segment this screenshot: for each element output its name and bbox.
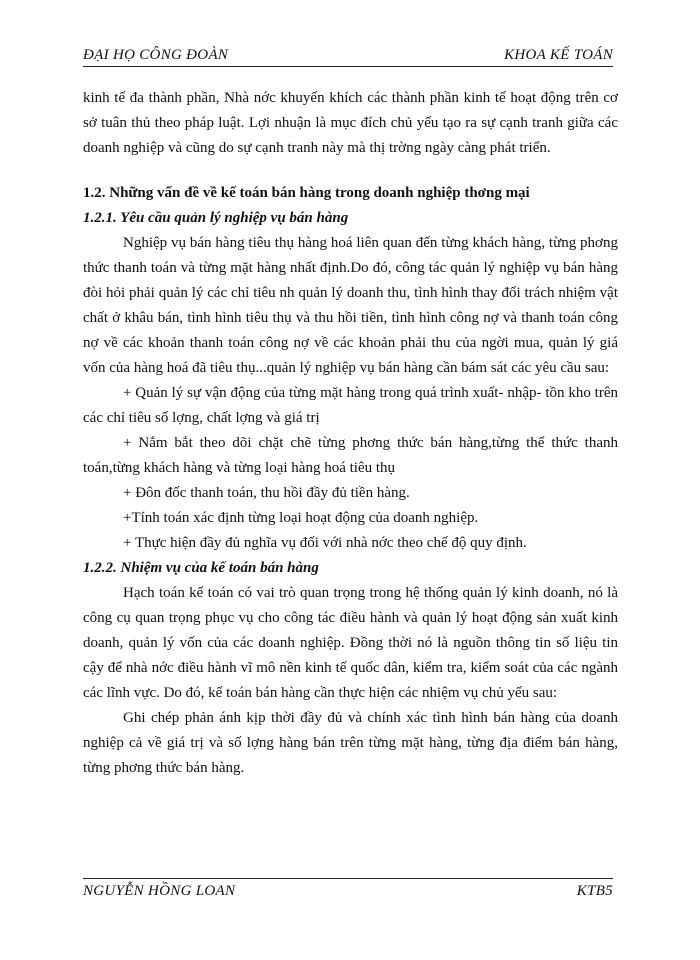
page-header — [83, 42, 613, 67]
footer-class-code: KTB5 — [576, 883, 613, 899]
paragraph-1-2-1: Nghiệp vụ bán hàng tiêu thụ hàng hoá liên quan đến từng khách hàng, từng phơng thức thanh toán và từng mặt hàng nhất định.Do đó, công tác quản lý nghiệp vụ bán hàng đòi hỏi phải quản lý các chỉ tiêu nh quản lý doanh thu, tình hình thay đổi trách nhiệm vật chất ở khâu bán, tình hình tiêu thụ và thu hồi tiền, tình hình công nợ và thanh toán công nợ về các khoản thanh toán công nợ về các khoản phải thu của ngời mua, quản lý giá vốn của hàng hoá đã tiêu thụ...quản lý nghiệp vụ bán hàng cần bám sát các yêu cầu sau: — [83, 235, 618, 376]
bullet-item: + Quản lý sự vận động của từng mặt hàng trong quá trình xuất- nhập- tồn kho trên các chỉ tiêu số lợng, chất lợng và giá trị — [83, 385, 618, 426]
subsection-heading-1-2-2: 1.2.2. Nhiệm vụ của kế toán bán hàng — [83, 560, 319, 576]
footer-author: NGUYỄN HỒNG LOAN — [83, 883, 236, 899]
bullet-item: + Thực hiện đầy đủ nghĩa vụ đối với nhà nớc theo chế độ quy định. — [123, 535, 527, 551]
bullet-item: + Nắm bắt theo dõi chặt chẽ từng phơng thức bán hàng,từng thể thức thanh toán,từng khách hàng và từng loại hàng hoá tiêu thụ — [83, 435, 618, 476]
header-university: ĐẠI HỌ CÔNG ĐOÀN — [83, 47, 229, 63]
paragraph-1-2-2b: Ghi chép phản ánh kịp thời đầy đủ và chính xác tình hình bán hàng của doanh nghiệp cả về giá trị và số lợng hàng bán trên từng mặt hàng, từng địa điểm bán hàng, từng phơng thức bán hàng. — [83, 710, 618, 776]
bullet-item: +Tính toán xác định từng loại hoạt động của doanh nghiệp. — [123, 510, 479, 526]
paragraph-1-2-2a: Hạch toán kế toán có vai trò quan trọng trong hệ thống quản lý kinh doanh, nó là công cụ quan trọng phục vụ cho công tác điều hành và quản lý hoạt động sản xuất kinh doanh, quản lý vốn của các doanh nghiệp. Đồng thời nó là nguồn thông tin số liệu tin cậy để nhà nớc điều hành vĩ mô nền kinh tế quốc dân, kiểm tra, kiểm soát của các ngành các lĩnh vực. Do đó, kế toán bán hàng cần thực hiện các nhiệm vụ chủ yếu sau: — [83, 585, 618, 701]
bullet-item: + Đôn đốc thanh toán, thu hồi đầy đủ tiền hàng. — [123, 485, 410, 501]
intro-paragraph: kinh tế đa thành phần, Nhà nớc khuyến khích các thành phần kinh tế hoạt động trên cơ sở tuân thủ theo pháp luật. Lợi nhuận là mục đích chủ yếu tạo ra sự cạnh tranh giữa các doanh nghiệp và cũng do sự cạnh tranh này mà thị trờng ngày càng phát triển. — [83, 90, 618, 156]
section-heading-1-2: 1.2. Những vấn đề về kế toán bán hàng trong doanh nghiệp thơng mại — [83, 185, 530, 201]
header-faculty: KHOA KẾ TOÁN — [504, 47, 613, 63]
document-body — [83, 86, 618, 781]
subsection-heading-1-2-1: 1.2.1. Yêu cầu quản lý nghiệp vụ bán hàng — [83, 210, 349, 226]
page-footer — [83, 878, 613, 905]
